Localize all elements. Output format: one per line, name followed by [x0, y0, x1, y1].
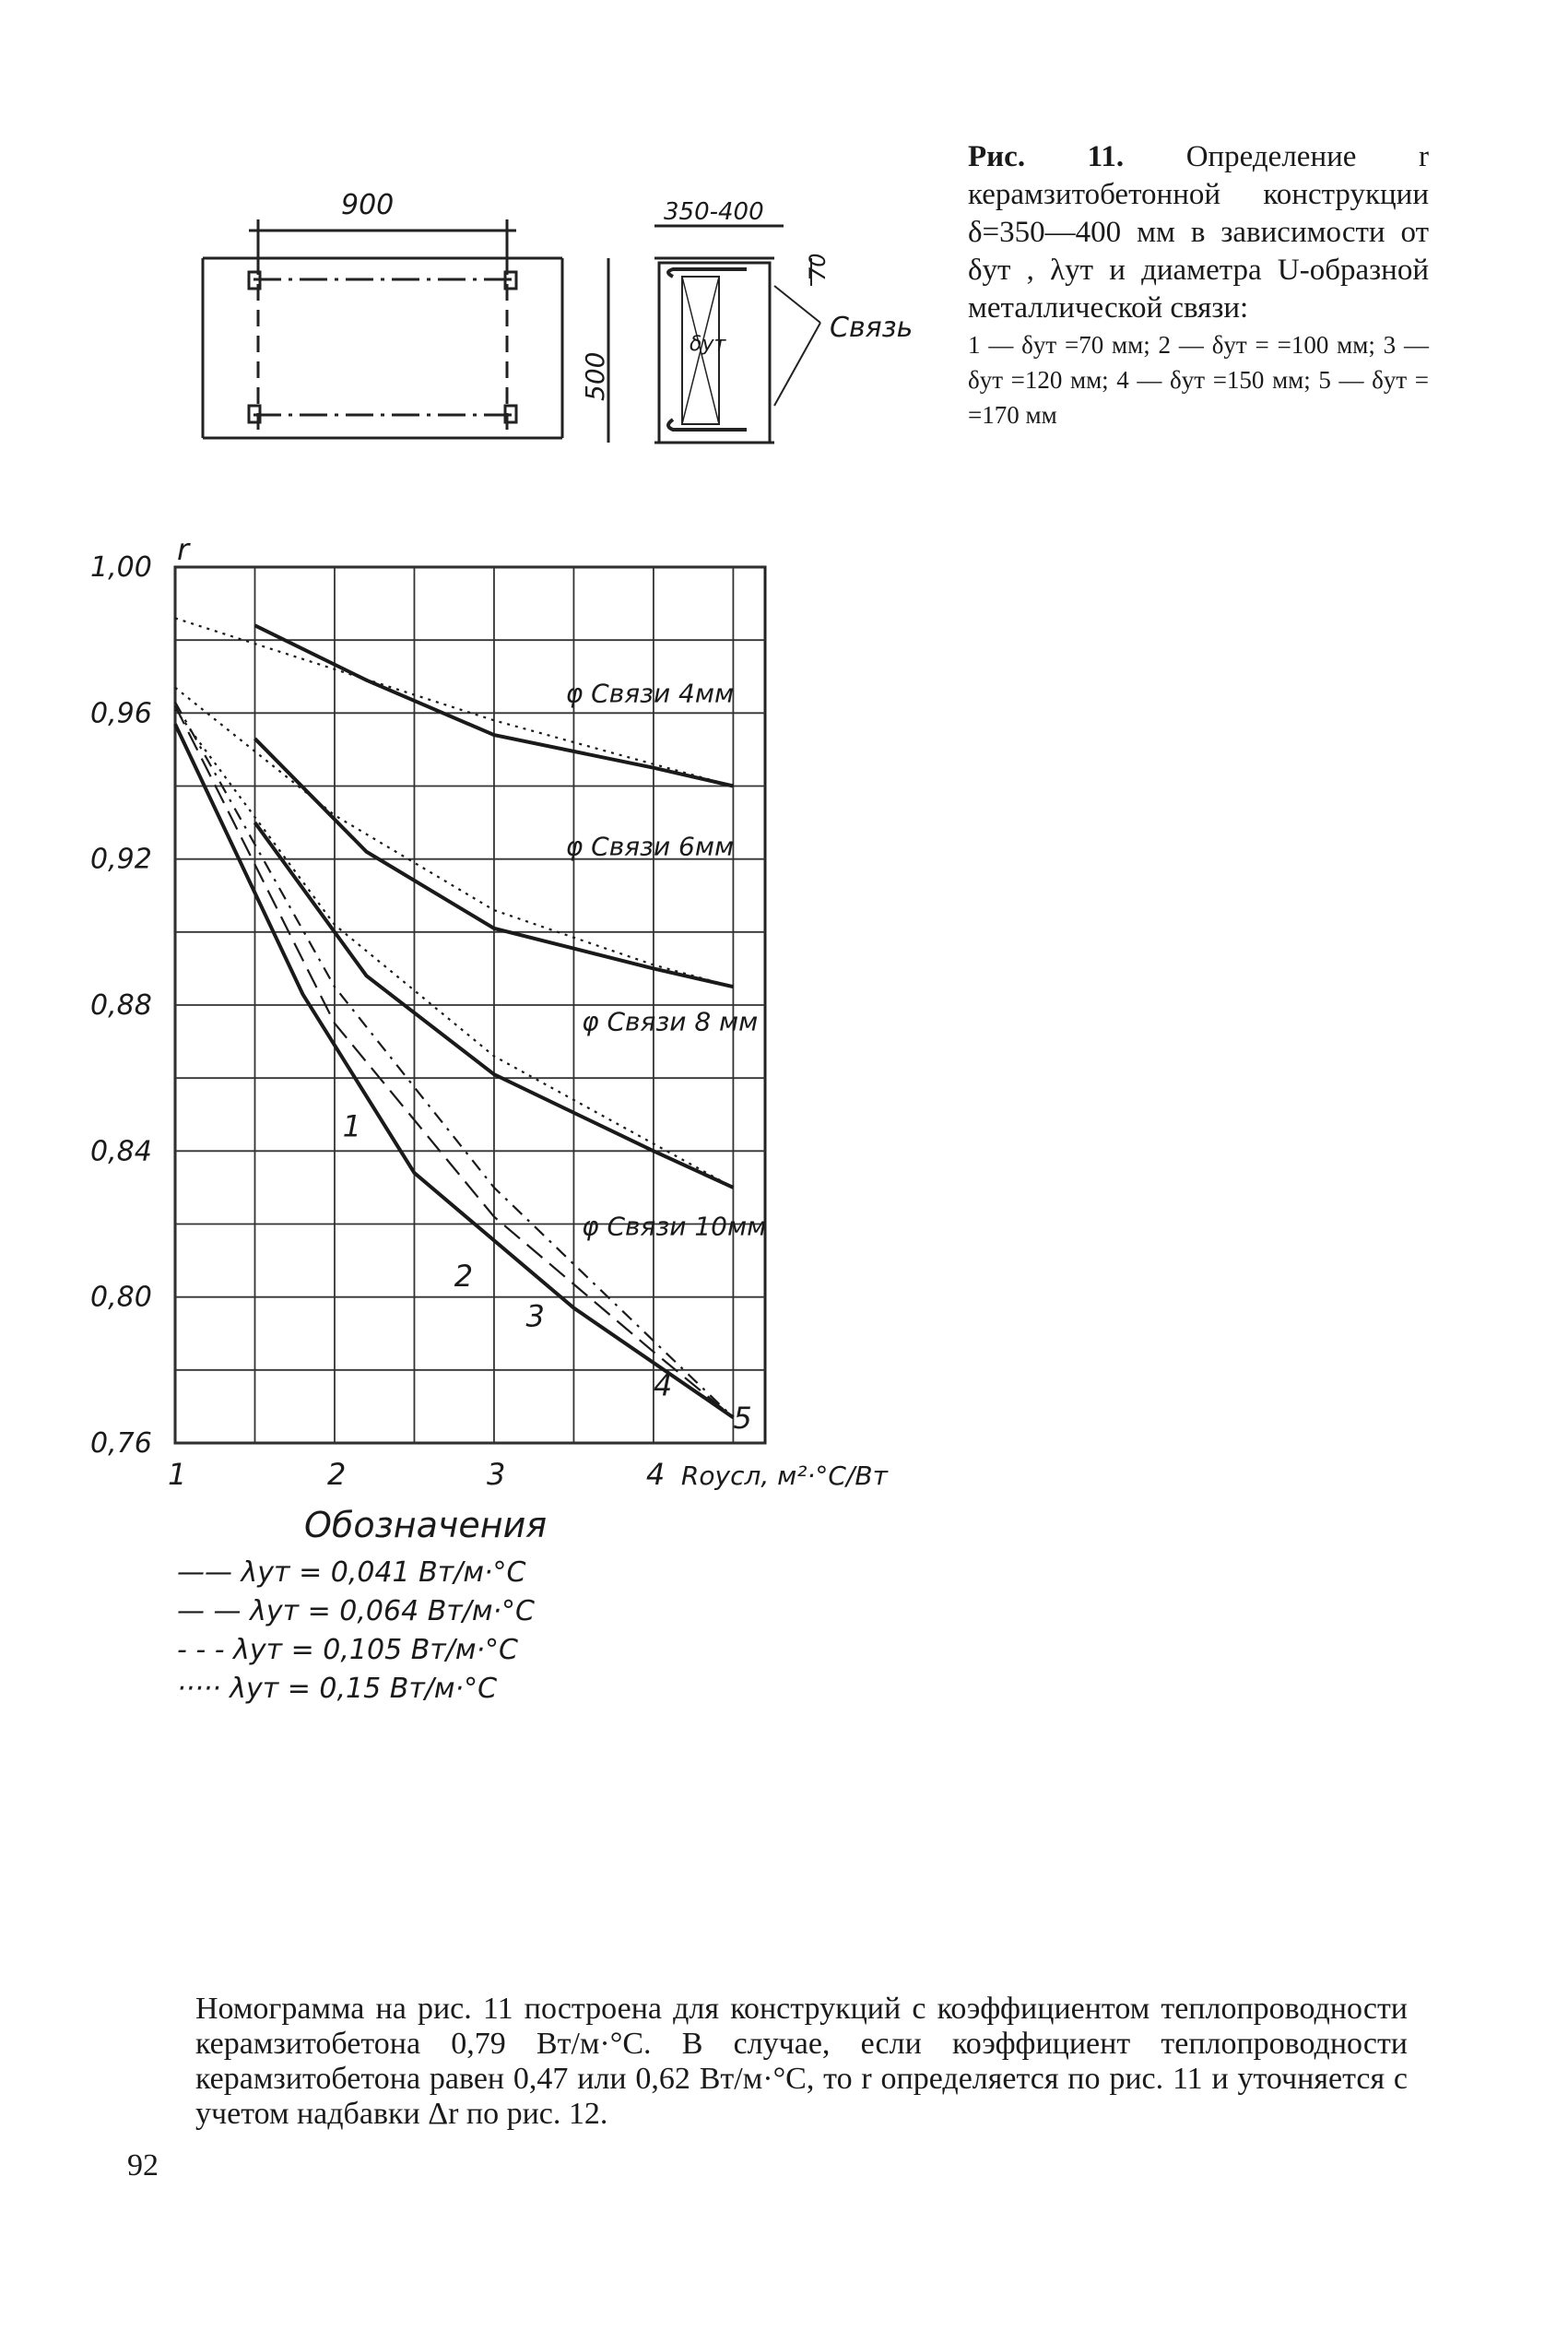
nomogram-chart — [83, 535, 913, 1503]
curve-line — [175, 702, 733, 1417]
chart-labels — [90, 535, 889, 1492]
y-tick-label: 0,88 — [90, 989, 152, 1022]
curve-number-label: 5 — [733, 1401, 752, 1437]
legend-item-dashed — [177, 1595, 535, 1627]
section-dim-right: 70 — [805, 253, 831, 281]
caption-text: Определение r керамзитобетонной конструкции δ=350—400 мм в зависимости от δут , λут и диаметра U-образной металлической связи: — [968, 140, 1429, 325]
construction-sketch — [184, 184, 959, 479]
y-axis-label: r — [177, 535, 190, 567]
y-tick-label: 0,76 — [90, 1427, 152, 1460]
tie-diameter-label: φ Связи 8 мм — [582, 1006, 759, 1037]
x-axis-label: Rоусл, м²·°C/Вт — [680, 1461, 888, 1491]
x-tick-label: 2 — [326, 1457, 347, 1492]
legend-line-dashed: — — — [177, 1595, 242, 1627]
y-tick-label: 1,00 — [90, 551, 152, 584]
plan-dimension: 900 — [341, 189, 395, 221]
caption-head: Рис. 11. — [968, 140, 1125, 173]
curve-number-label: 1 — [342, 1108, 361, 1144]
legend-text: λут = 0,041 Вт/м·°C — [241, 1556, 526, 1589]
x-tick-label: 1 — [168, 1457, 187, 1492]
legend-line-solid: —— — [177, 1556, 232, 1589]
legend-text: λут = 0,064 Вт/м·°C — [250, 1595, 535, 1627]
tie-diameter-label: φ Связи 10мм — [582, 1211, 767, 1242]
curve-line — [175, 709, 733, 1188]
section-dim-side: 500 — [580, 351, 610, 401]
tie-u-shape — [668, 269, 747, 277]
x-tick-label: 3 — [486, 1457, 506, 1492]
curve-number-label: 4 — [653, 1367, 673, 1403]
x-tick-label: 4 — [645, 1457, 666, 1492]
legend-text: λут = 0,15 Вт/м·°C — [230, 1673, 498, 1705]
y-tick-label: 0,92 — [90, 843, 152, 876]
tie-diameter-label: φ Связи 4мм — [565, 678, 735, 709]
caption-legend: 1 — δут =70 мм; 2 — δут = =100 мм; 3 — δут =120 мм; 4 — δут =150 мм; 5 — δут = =170 мм — [968, 331, 1429, 429]
y-tick-label: 0,80 — [90, 1281, 152, 1314]
curve-number-label: 3 — [525, 1298, 545, 1334]
legend-item-solid — [177, 1556, 525, 1589]
curve-line — [175, 705, 733, 1417]
body-paragraph: Номограмма на рис. 11 построена для конструкций с коэффициентом теплопроводности керамзитобетона 0,79 Вт/м·°C. В случае, если коэффициент теплопроводности керамзитобетона равен 0,47 или 0,62 Вт/м·°C, то r определяется по рис. 11 и уточняется с учетом надбавки Δr по рис. 12. — [195, 1992, 1408, 2131]
plan-view — [203, 219, 562, 438]
y-tick-label: 0,96 — [90, 697, 152, 730]
legend-title: Обозначения — [304, 1505, 548, 1545]
tie-diameter-label: φ Связи 6мм — [565, 831, 735, 862]
legend-item-dotted — [177, 1673, 497, 1705]
legend-item-dash-dot — [177, 1634, 518, 1666]
section-dim-top: 350-400 — [664, 198, 764, 226]
legend-text: λут = 0,105 Вт/м·°C — [233, 1634, 519, 1666]
section-label-delta: δут — [690, 333, 726, 356]
y-tick-label: 0,84 — [90, 1135, 152, 1168]
section-label-tie: Связь — [830, 312, 914, 344]
figure-caption — [968, 138, 1429, 432]
curve-number-label: 2 — [454, 1258, 474, 1294]
legend-line-dashdot: - - - — [177, 1634, 225, 1666]
legend-line-dotted: ····· — [177, 1673, 221, 1705]
page-number: 92 — [127, 2148, 159, 2182]
